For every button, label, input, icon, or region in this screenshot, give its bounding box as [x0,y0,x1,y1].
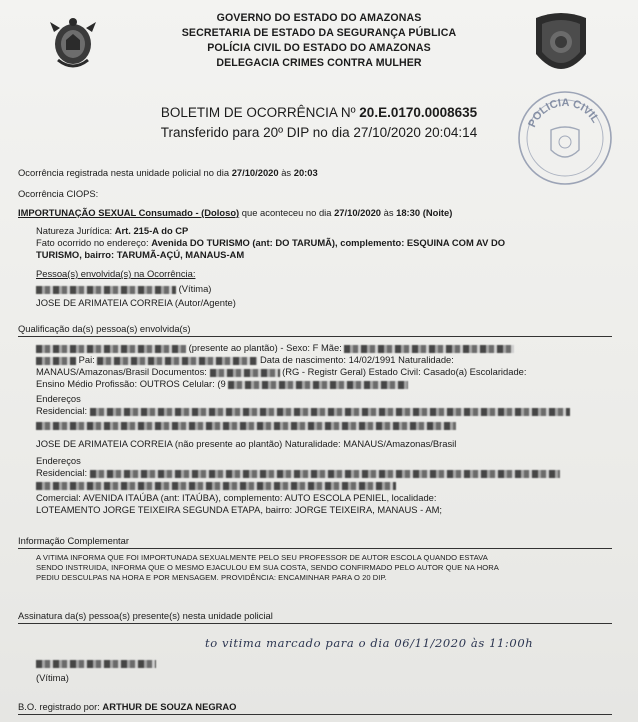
stamp-text: POLICIA CIVIL [526,96,602,130]
residencial-line-2 [36,467,560,478]
redacted-address [90,470,560,478]
pai-label: Pai: [78,354,95,365]
section-rule [18,714,612,715]
crime-rest: que aconteceu no dia [241,207,332,218]
signature-victim-role: (Vítima) [36,672,69,683]
registrado-label: B.O. registrado por: [18,701,100,712]
crime-name: IMPORTUNAÇÃO SEXUAL Consumado - (Doloso) [18,207,240,218]
comercial-line-1: Comercial: AVENIDA ITAÚBA (ant: ITAÚBA), complemento: AUTO ESCOLA PENIEL, localidade: [36,492,437,503]
residencial-line-1 [36,405,570,416]
natureza-line [36,225,188,236]
crime-date: 27/10/2020 [334,207,381,218]
documentos-label: MANAUS/Amazonas/Brasil Documentos: [36,366,207,377]
author-qual-line: JOSE DE ARIMATEIA CORREIA (não presente ao plantão) Naturalidade: MANAUS/Amazonas/Brasil [36,438,457,449]
section-rule [18,548,612,549]
comercial-line-2: LOTEAMENTO JORGE TEIXEIRA SEGUNDA ETAPA, bairro: JORGE TEIXEIRA, MANAUS - AM; [36,504,442,515]
header-line-4: DELEGACIA CRIMES CONTRA MULHER [216,57,422,69]
header-line-2: SECRETARIA DE ESTADO DA SEGURANÇA PÚBLICA [181,27,457,39]
redacted-father [97,357,257,365]
redacted-name [36,345,186,353]
victim-qual-line-1 [36,342,514,353]
redacted-phone [228,381,408,389]
ciops-label: Ocorrência CIOPS: [18,188,99,199]
enderecos-label-2: Endereços [36,455,81,466]
fato-value-2: TURISMO, bairro: TARUMÃ-AÇÚ, MANAUS-AM [36,249,245,260]
header-line-3: POLÍCIA CIVIL DO ESTADO DO AMAZONAS [207,42,431,54]
victim-qual-line-4 [36,378,408,389]
crime-line [18,207,452,218]
victim-line [36,283,211,294]
registrado-line [18,701,236,712]
profissao-label: Ensino Médio Profissão: OUTROS Celular: (9 [36,378,226,389]
registration-prefix: Ocorrência registrada nesta unidade policial no dia [18,167,230,178]
fato-value-1: Avenida DO TURISMO (ant: DO TARUMÃ), complemento: ESQUINA COM AV DO [151,237,506,248]
title-label: BOLETIM DE OCORRÊNCIA Nº [160,105,356,120]
crime-time: 18:30 (Noite) [396,207,453,218]
fato-line-1 [36,237,505,248]
pessoas-label: Pessoa(s) envolvida(s) na Ocorrência: [36,268,196,279]
crime-mid: às [383,207,394,218]
natureza-value: Art. 215-A do CP [114,225,189,236]
complementar-label: Informação Complementar [18,535,129,546]
redacted-document [210,369,280,377]
section-rule [18,623,612,624]
redacted-name [36,286,176,294]
complementar-line-1: A VITIMA INFORMA QUE FOI IMPORTUNADA SEXUALMENTE PELO SEU PROFESSOR DE AUTOR ESCOLA QUANDO ESTAVA [36,553,488,562]
victim-qual-1: (presente ao plantão) - Sexo: F Mãe: [188,342,342,353]
redacted-text [36,357,76,365]
qualificacao-label: Qualificação da(s) pessoa(s) envolvida(s) [18,323,191,334]
enderecos-label-1: Endereços [36,393,81,404]
redacted-address [90,408,570,416]
handwritten-note: to vitima marcado para o dia 06/11/2020 às 11:00h [205,636,534,650]
residencial-label: Residencial: [36,467,88,478]
section-rule [18,336,612,337]
registration-date: 27/10/2020 [231,167,279,178]
document-title [0,105,638,120]
registrado-name: ARTHUR DE SOUZA NEGRAO [102,701,237,712]
registration-time: 20:03 [293,167,318,178]
residencial-label: Residencial: [36,405,88,416]
redacted-address [36,482,396,490]
assinatura-label: Assinatura da(s) pessoa(s) presente(s) nesta unidade policial [18,610,273,621]
header-line-1: GOVERNO DO ESTADO DO AMAZONAS [216,12,422,24]
author-line: JOSE DE ARIMATEIA CORREIA (Autor/Agente) [36,297,236,308]
complementar-line-2: SENDO INSTRUIDA, INFORMA QUE O MESMO EJACULOU EM SUA COSTA, SENDO CONFIRMADO PELO AUTOR QUE NA HORA [36,563,499,572]
fato-label: Fato ocorrido no endereço: [36,237,149,248]
victim-qual-line-2 [36,354,454,365]
victim-qual-2: Data de nascimento: 14/02/1991 Naturalidade: [259,354,454,365]
transfer-line: Transferido para 20º DIP no dia 27/10/2020 20:04:14 [160,125,478,140]
registration-mid: às [281,167,292,178]
redacted-mother [344,345,514,353]
redacted-address [36,422,456,430]
bo-number: 20.E.0170.0008635 [359,105,478,120]
victim-qual-line-3 [36,366,526,377]
natureza-label: Natureza Jurídica: [36,225,113,236]
complementar-line-3: PEDIU DESCULPAS NA HORA E POR MENSAGEM. PROVIDÊNCIA: ENCAMINHAR PARA O 20 DIP. [36,573,387,582]
redacted-signature-name [36,660,156,668]
registration-line [18,167,318,178]
victim-role: (Vítima) [178,283,212,294]
victim-qual-3: (RG - Registr Geral) Estado Civil: Casado(a) Escolaridade: [282,366,527,377]
